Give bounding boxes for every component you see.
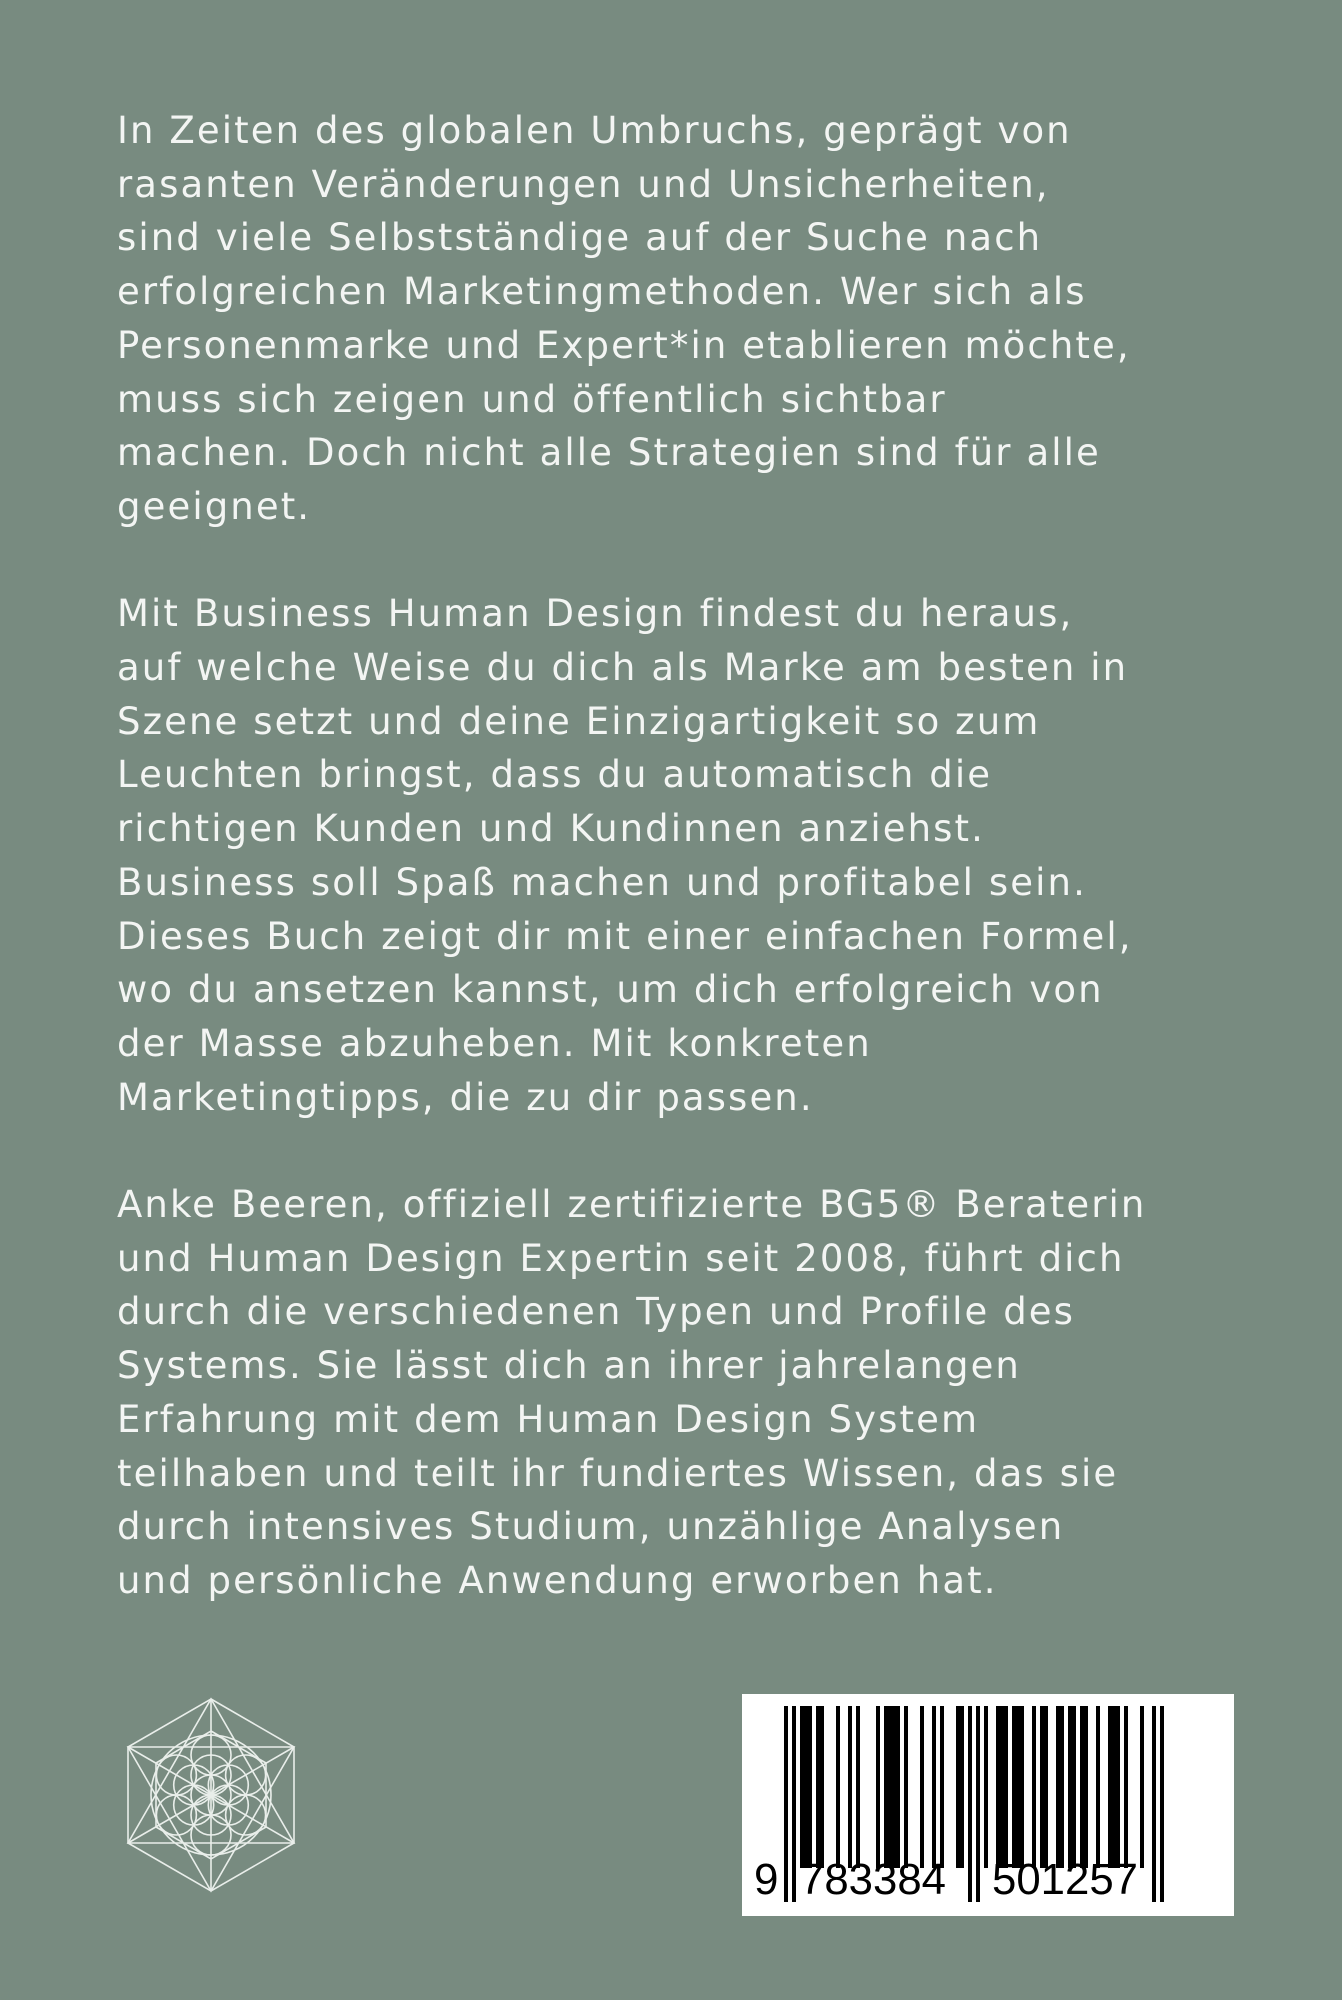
barcode-bar [1108,1706,1112,1868]
barcode-bar [1080,1706,1084,1868]
sacred-geometry-icon [113,1697,309,1893]
barcode-bar [1160,1706,1164,1902]
barcode-bar [808,1706,812,1868]
blurb-line: und Human Design Expertin seit 2008, führt dich [117,1236,1125,1280]
barcode-bar [836,1706,840,1868]
barcode-bar [1116,1706,1120,1868]
barcode-bar [996,1706,1000,1868]
barcode-bar [960,1706,964,1868]
blurb-line: Personenmarke und Expert*in etablieren möchte, [117,323,1131,367]
blurb-line: sind viele Selbstständige auf der Suche nach [117,216,1043,260]
barcode-bar [984,1706,988,1868]
barcode-bar [792,1706,796,1902]
barcode-bar [1000,1706,1004,1868]
barcode-bar [968,1706,972,1902]
barcode-graphic [742,1694,1234,1916]
blurb-line: Leuchten bringst, dass du automatisch die [117,753,993,797]
blurb-line: durch die verschiedenen Typen und Profile des [117,1290,1076,1334]
barcode-bar [920,1706,924,1868]
barcode-bar [856,1706,860,1868]
blurb-line: Anke Beeren, offiziell zertifizierte BG5® Beraterin [117,1183,1147,1227]
barcode-bar [1096,1706,1100,1868]
blurb-line: Dieses Buch zeigt dir mit einer einfachen Formel, [117,914,1133,958]
blurb-line: Business soll Spaß machen und profitabel sein. [117,860,1087,904]
isbn-right-group: 501257 [992,1855,1138,1904]
blurb-line: erfolgreichen Marketingmethoden. Wer sich als [117,270,1087,314]
barcode-bar [1072,1706,1076,1868]
barcode-bar [888,1706,892,1868]
barcode-bar [804,1706,808,1868]
barcode-bar [1056,1706,1060,1868]
blurb-line: machen. Doch nicht alle Strategien sind für alle [117,431,1101,475]
barcode-bar [876,1706,880,1868]
barcode-bar [1032,1706,1036,1868]
barcode-bar [784,1706,788,1902]
blurb-line: Marketingtipps, die zu dir passen. [117,1075,814,1119]
barcode-bar [1060,1706,1064,1868]
barcode-bar [1004,1706,1008,1868]
barcode-bar [932,1706,936,1868]
isbn-lead-digit: 9 [754,1855,779,1904]
blurb-line: rasanten Veränderungen und Unsicherheiten, [117,162,1050,206]
blurb-line: In Zeiten des globalen Umbruchs, geprägt von [117,109,1072,152]
barcode-bar [940,1706,944,1868]
blurb-line: Systems. Sie lässt dich an ihrer jahrelangen [117,1344,1021,1388]
barcode-bar [1044,1706,1048,1868]
isbn-barcode [742,1694,1234,1916]
barcode-bar [884,1706,888,1868]
barcode-bar [1112,1706,1116,1868]
blurb-paragraph-2 [117,587,1267,1124]
blurb-line: Erfahrung mit dem Human Design System [117,1397,980,1441]
blurb-line: muss sich zeigen und öffentlich sichtbar [117,377,947,421]
blurb-line: Szene setzt und deine Einzigartigkeit so zum [117,699,1041,743]
barcode-bar [956,1706,960,1868]
barcode-bar [1084,1706,1088,1868]
barcode-bar [800,1706,804,1868]
barcode-bar [892,1706,896,1868]
blurb-paragraph-3 [117,1178,1267,1608]
barcode-bar [896,1706,900,1868]
blurb-line: geeignet. [117,484,312,528]
barcode-bar [820,1706,824,1868]
barcode-bar [816,1706,820,1868]
barcode-bar [904,1706,908,1868]
barcode-bar [1016,1706,1020,1868]
barcode-bar [1012,1706,1016,1868]
barcode-bar [1040,1706,1044,1868]
back-cover-blurb [117,104,1267,1661]
barcode-bar [1068,1706,1072,1868]
blurb-paragraph-1 [117,104,1267,534]
blurb-line: Mit Business Human Design findest du heraus, [117,592,1074,636]
barcode-bar [1020,1706,1024,1868]
blurb-line: durch intensives Studium, unzählige Analysen [117,1505,1065,1549]
barcode-bar [1124,1706,1128,1868]
blurb-line: auf welche Weise du dich als Marke am besten in [117,646,1129,690]
barcode-bar [848,1706,852,1868]
blurb-line: teilhaben und teilt ihr fundiertes Wissen, das sie [117,1451,1119,1495]
blurb-line: und persönliche Anwendung erworben hat. [117,1558,998,1602]
barcode-bar [1152,1706,1156,1902]
barcode-bar [976,1706,980,1902]
isbn-left-group: 783384 [800,1855,946,1904]
blurb-line: richtigen Kunden und Kundinnen anziehst. [117,807,986,851]
blurb-line: wo du ansetzen kannst, um dich erfolgreich von [117,968,1104,1012]
barcode-bar [1140,1706,1144,1868]
blurb-line: der Masse abzuheben. Mit konkreten [117,1021,872,1065]
